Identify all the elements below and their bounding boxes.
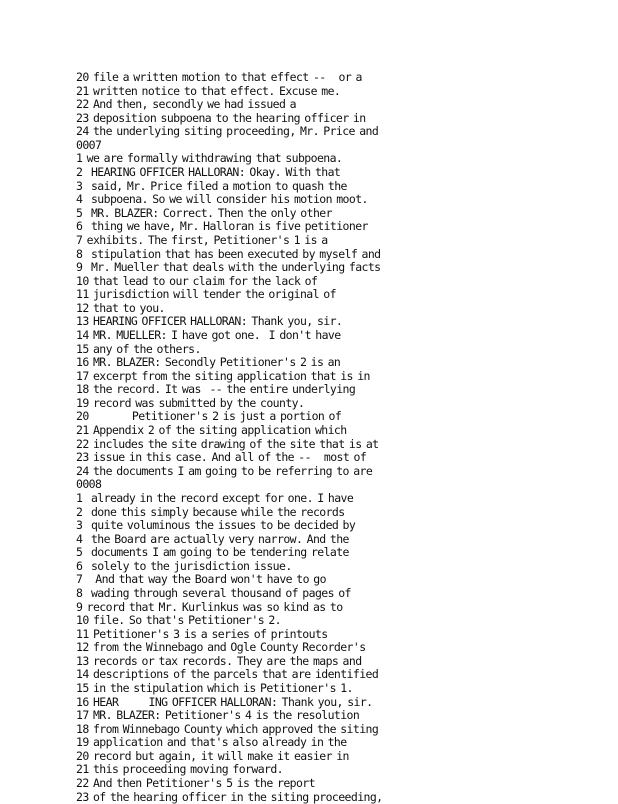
transcript-line: 23 issue in this case. And all of the -- most of — [76, 450, 367, 465]
transcript-line: 5 documents I am going to be tendering relate — [76, 545, 349, 560]
transcript-line: 14 descriptions of the parcels that are identified — [76, 667, 379, 682]
transcript-line: 21 Appendix 2 of the siting application which — [76, 423, 347, 438]
transcript-line: 22 includes the site drawing of the site that is at — [76, 436, 379, 451]
transcript-line: 7 exhibits. The first, Petitioner's 1 is a — [76, 232, 328, 247]
transcript-line: 12 from the Winnebago and Ogle County Recorder's — [76, 640, 366, 655]
transcript-line: 17 MR. BLAZER: Petitioner's 4 is the resolution — [76, 708, 360, 723]
page-number: 0008 — [76, 477, 102, 492]
transcript-line: 6 thing we have, Mr. Halloran is five petitioner — [76, 219, 368, 234]
transcript-line: 21 this proceeding moving forward. — [76, 762, 284, 777]
page-number: 0007 — [76, 137, 102, 152]
transcript-line: 13 HEARING OFFICER HALLORAN: Thank you, sir. — [76, 314, 343, 329]
transcript-line: 15 any of the others. — [76, 341, 201, 356]
transcript-line: 10 that lead to our claim for the lack of — [76, 273, 318, 288]
transcript-line: 18 the record. It was -- the entire underlying — [76, 382, 356, 397]
transcript-line: 13 records or tax records. They are the maps and — [76, 653, 362, 668]
transcript-line: 2 done this simply because while the records — [76, 504, 345, 519]
transcript-line: 8 stipulation that has been executed by myself and — [76, 246, 381, 261]
transcript-line: 10 file. So that's Petitioner's 2. — [76, 613, 282, 628]
transcript-line: 3 quite voluminous the issues to be decided by — [76, 518, 356, 533]
transcript-line: 8 wading through several thousand of pages of — [76, 585, 351, 600]
transcript-line: 16 HEAR ING OFFICER HALLORAN: Thank you, sir. — [76, 694, 373, 709]
transcript-line: 7 And that way the Board won't have to go — [76, 572, 326, 587]
transcript-line: 19 application and that's also already in the — [76, 735, 347, 750]
transcript-line: 3 said, Mr. Price filed a motion to quash the — [76, 178, 347, 193]
transcript-line: 22 And then, secondly we had issued a — [76, 97, 296, 112]
transcript-line: 20 record but again, it will make it easier in — [76, 748, 349, 763]
transcript-line: 1 already in the record except for one. I have — [76, 490, 354, 505]
transcript-line: 24 the underlying siting proceeding, Mr. Price and — [76, 124, 379, 139]
transcript-line: 17 excerpt from the siting application that is in — [76, 368, 370, 383]
transcript-line: 12 that to you. — [76, 300, 165, 315]
transcript-line: 9 Mr. Mueller that deals with the underlying facts — [76, 260, 381, 275]
transcript-line: 23 deposition subpoena to the hearing officer in — [76, 110, 366, 125]
transcript-line: 15 in the stipulation which is Petitioner's 1. — [76, 681, 353, 696]
transcript-line: 14 MR. MUELLER: I have got one. I don't have — [76, 327, 341, 342]
transcript-line: 6 solely to the jurisdiction issue. — [76, 558, 292, 573]
transcript-line: 24 the documents I am going to be referring to are — [76, 463, 373, 478]
transcript-line: 18 from Winnebago County which approved the siting — [76, 721, 379, 736]
transcript-line: 9 record that Mr. Kurlinkus was so kind as to — [76, 599, 343, 614]
transcript-line: 20 Petitioner's 2 is just a portion of — [76, 409, 342, 424]
transcript-line: 11 jurisdiction will tender the original of — [76, 287, 336, 302]
transcript-line: 5 MR. BLAZER: Correct. Then the only other — [76, 205, 332, 220]
transcript-text — [76, 71, 596, 804]
transcript-line: 21 written notice to that effect. Excuse me. — [76, 83, 341, 98]
transcript-line: 2 HEARING OFFICER HALLORAN: Okay. With that — [76, 165, 341, 180]
transcript-line: 1 we are formally withdrawing that subpoena. — [76, 151, 343, 166]
transcript-line: 22 And then Petitioner's 5 is the report — [76, 776, 315, 791]
transcript-line: 4 the Board are actually very narrow. And the — [76, 531, 349, 546]
transcript-line: 19 record was submitted by the county. — [76, 395, 305, 410]
transcript-line: 11 Petitioner's 3 is a series of printouts — [76, 626, 328, 641]
transcript-line: 20 file a written motion to that effect -- or a — [76, 70, 362, 84]
transcript-line: 4 subpoena. So we will consider his motion moot. — [76, 192, 368, 207]
transcript-line: 23 of the hearing officer in the siting proceeding, — [76, 789, 383, 804]
transcript-line: 16 MR. BLAZER: Secondly Petitioner's 2 is an — [76, 355, 341, 370]
